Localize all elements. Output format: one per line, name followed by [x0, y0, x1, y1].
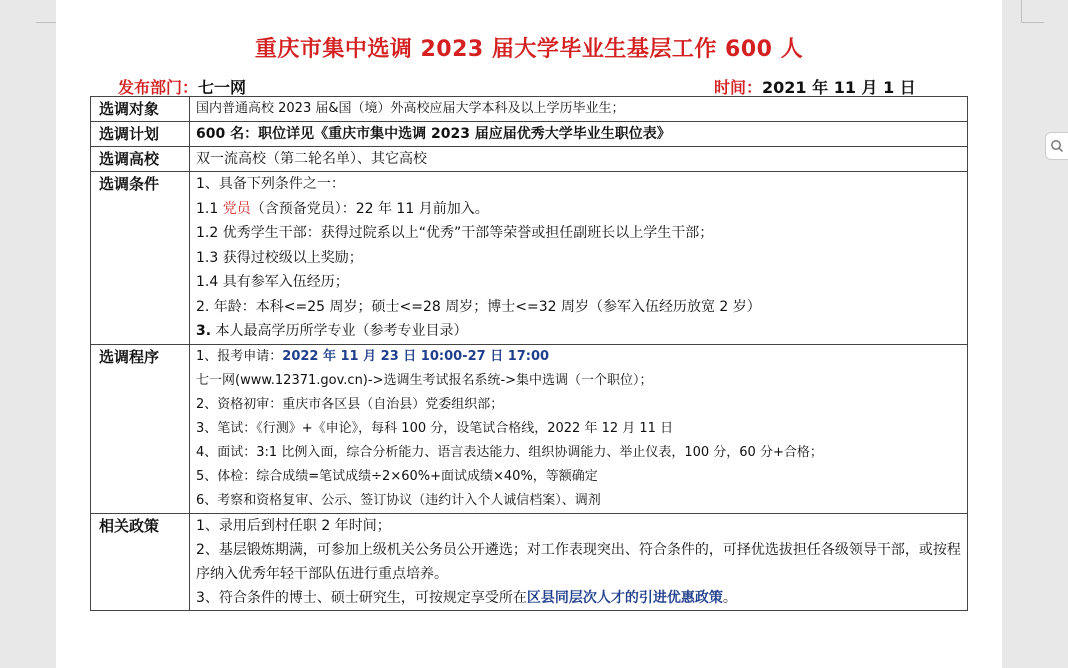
time-value: 2021 年 11 月 1 日 — [762, 78, 916, 97]
row-policy — [91, 513, 968, 610]
row-plan — [91, 122, 968, 147]
row-conditions-label: 选调条件 — [91, 172, 190, 345]
document-title: 重庆市集中选调 2023 届大学毕业生基层工作 600 人 — [254, 37, 804, 62]
row-plan-text: 600 名：职位详见《重庆市集中选调 2023 届应届优秀大学毕业生职位表》 — [190, 122, 968, 147]
publisher-label: 发布部门： — [118, 78, 199, 97]
policy-line-2: 2、基层锻炼期满，可参加上级机关公务员公开遴选；对工作表现突出、符合条件的，可择优选拔担任各级领导干部，或按程序纳入优秀年轻干部队伍进行重点培养。 — [196, 541, 961, 582]
publisher-value: 七一网 — [198, 78, 247, 97]
conditions-line-2 — [196, 197, 961, 222]
policy-line-1: 1、录用后到村任职 2 年时间； — [196, 517, 391, 534]
row-conditions-body — [190, 172, 968, 345]
time-line — [714, 75, 916, 98]
row-schools-label: 选调高校 — [91, 147, 190, 172]
row-target — [91, 97, 968, 122]
conditions-line-4: 1.3 获得过校级以上奖励； — [196, 249, 363, 266]
procedure-line-4: 3、笔试：《行测》+《申论》，每科 100 分，设笔试合格线，2022 年 12 月 11 日 — [196, 420, 674, 436]
conditions-line-3: 1.2 优秀学生干部：获得过院系以上“优秀”干部等荣誉或担任副班长以上学生干部； — [196, 225, 714, 241]
info-table — [90, 96, 968, 611]
search-icon-glyph — [1050, 139, 1064, 153]
procedure-line-6: 5、体检：综合成绩=笔试成绩÷2×60%+面试成绩×40%，等额确定 — [196, 468, 598, 484]
procedure-line-2: 七一网(www.12371.gov.cn)->选调生考试报名系统->集中选调（一个职位）； — [196, 372, 653, 388]
conditions-line-7-text: 本人最高学历所学专业（参考专业目录） — [211, 323, 468, 339]
procedure-line-7: 6、考察和资格复审、公示、签订协议（违约计入个人诚信档案）、调剂 — [196, 492, 601, 508]
conditions-line-6: 2. 年龄：本科<=25 周岁；硕士<=28 周岁；博士<=32 周岁（参军入伍经历放宽 2 岁） — [196, 298, 761, 315]
row-target-text: 国内普通高校 2023 届&国（境）外高校应届大学本科及以上学历毕业生； — [190, 97, 968, 122]
row-conditions — [91, 172, 968, 345]
policy-line-3-suffix: 。 — [722, 589, 737, 606]
row-policy-label: 相关政策 — [91, 513, 190, 610]
search-icon[interactable] — [1045, 132, 1068, 160]
talent-policy-highlight: 区县同层次人才的引进优惠政策 — [526, 589, 723, 606]
row-schools — [91, 147, 968, 172]
conditions-line-5: 1.4 具有参军入伍经历； — [196, 274, 349, 290]
procedure-line-3: 2、资格初审：重庆市各区县（自治县）党委组织部； — [196, 396, 504, 412]
crop-mark-top-right — [1021, 0, 1044, 23]
publisher-line — [118, 75, 246, 98]
row-procedure — [91, 344, 968, 513]
procedure-line-1-prefix: 1、报考申请： — [196, 348, 283, 364]
conditions-line-2-prefix: 1.1 — [196, 200, 223, 217]
row-policy-body — [190, 513, 968, 610]
policy-line-3 — [196, 586, 961, 610]
row-plan-label: 选调计划 — [91, 122, 190, 147]
party-member-highlight: 党员 — [222, 200, 251, 217]
procedure-line-1 — [196, 345, 961, 369]
document-page — [56, 0, 1002, 668]
conditions-line-7 — [196, 319, 961, 344]
row-procedure-body — [190, 344, 968, 513]
row-schools-text: 双一流高校（第二轮名单）、其它高校 — [190, 147, 968, 172]
policy-line-3-prefix: 3、符合条件的博士、硕士研究生，可按规定享受所在 — [196, 589, 527, 606]
application-date-highlight: 2022 年 11 月 23 日 10:00-27 日 17:00 — [282, 348, 550, 364]
time-label: 时间： — [714, 78, 763, 97]
row-procedure-label: 选调程序 — [91, 344, 190, 513]
conditions-line-7-num: 3. — [196, 323, 212, 339]
conditions-line-1: 1、具备下列条件之一： — [196, 176, 345, 192]
conditions-line-2-rest: （含预备党员）：22 年 11 月前加入。 — [250, 200, 489, 217]
procedure-line-5: 4、面试：3:1 比例入面，综合分析能力、语言表达能力、组织协调能力、举止仪表，100 分，60 分+合格； — [196, 444, 823, 460]
row-target-label: 选调对象 — [91, 97, 190, 122]
